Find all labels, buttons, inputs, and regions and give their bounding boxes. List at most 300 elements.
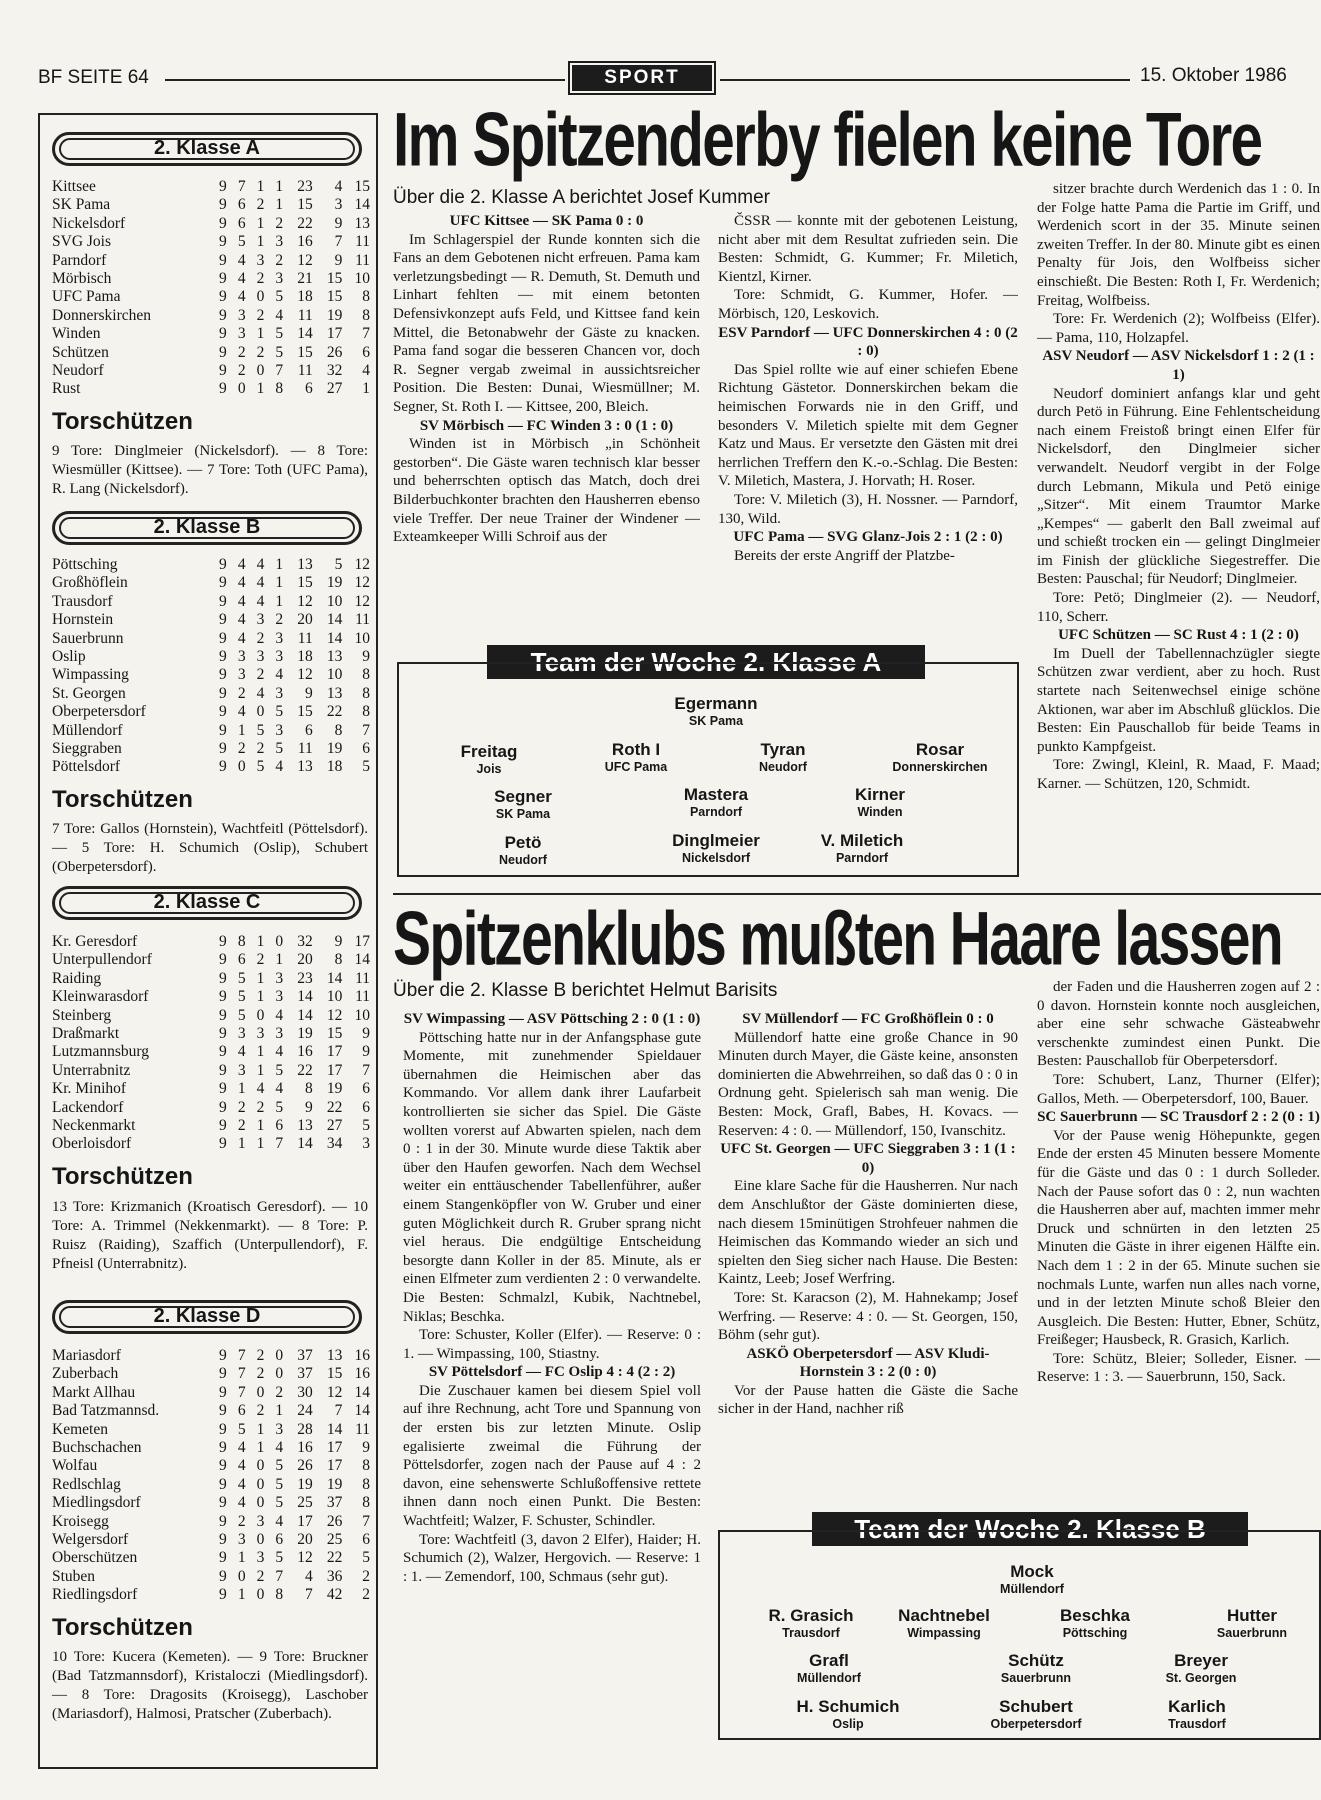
table-cell: 4 [256,574,265,592]
table-cell: 17 [326,1061,343,1079]
table-cell: 2 [256,1098,265,1116]
table-cell: 2 [256,196,265,214]
table-cell: 4 [237,1043,246,1061]
table-cell: 23 [297,969,313,987]
table-cell: 2 [256,951,265,969]
table-cell: 22 [297,214,313,232]
table-cell: 9 [219,1494,227,1512]
table-cell: 8 [237,933,246,950]
table-cell: 9 [362,1043,370,1061]
table-cell: 2 [275,251,284,269]
table-cell: 22 [326,703,343,721]
team-player [1005,1606,1185,1641]
player-name: Roth I [611,740,661,759]
table-cell: 4 [237,288,246,306]
table-cell: 0 [256,1586,265,1604]
table-cell: 9 [334,214,343,232]
player-club: Parndorf [835,851,889,865]
table-cell: 2 [237,684,246,702]
table-cell: 4 [275,1080,284,1098]
table-cell: 6 [237,1402,246,1420]
team-player [693,740,873,775]
table-cell: 8 [275,380,284,398]
team-player [433,787,613,822]
table-cell: 11 [355,233,370,251]
table-cell: 17 [354,933,370,950]
table-cell: 17 [326,1457,343,1475]
table-cell: 5 [237,969,246,987]
table-cell: 17 [297,1512,313,1530]
table-cell: 12 [297,1549,313,1567]
match-heading: UFC St. Georgen — UFC Sieggraben 3 : 1 (1 : 0) [720,1141,1016,1176]
table-cell: 2 [256,1365,265,1383]
table-cell: 4 [275,1512,284,1530]
table-cell: 28 [297,1420,313,1438]
paragraph: Tore: Schmidt, G. Kummer, Hofer. — Mörbisch, 120, Leskovich. [718,287,1018,322]
team-name: Kemeten [52,1420,108,1438]
table-cell: 14 [297,1006,313,1024]
paragraph: Tore: Zwingl, Kleinl, R. Maad, F. Maad; Karner. — Schützen, 120, Schmidt. [1037,757,1320,792]
table-cell: 12 [354,574,370,592]
table-cell: 14 [297,988,313,1006]
table-cell: 19 [297,1025,313,1043]
table-cell: 2 [237,740,246,758]
table-cell: 12 [297,666,313,684]
team-name: Zuberbach [52,1365,119,1383]
table-cell: 20 [297,1531,313,1549]
player-club: Parndorf [689,805,743,819]
table-cell: 3 [275,969,284,987]
table-cell: 9 [219,574,227,592]
player-club: Nickelsdorf [681,851,751,865]
team-name: Kittsee [52,178,96,195]
table-row [52,1365,370,1383]
article2-column-1 [403,1010,701,1790]
table-cell: 1 [256,1061,265,1079]
table-cell: 8 [334,951,343,969]
table-row [52,215,370,233]
table-row [52,574,370,592]
table-cell: 21 [297,270,313,288]
table-row [52,233,370,251]
table-cell: 14 [297,325,313,343]
table-cell: 10 [354,1006,370,1024]
player-club: Neudorf [759,760,807,774]
table-cell: 0 [256,1006,265,1024]
table-cell: 4 [237,1475,246,1493]
team-name: Draßmarkt [52,1025,120,1043]
table-row [52,270,370,288]
table-cell: 1 [256,214,265,232]
paragraph: Neudorf dominiert anfangs klar und geht durch Petö in Führung. Eine Fehlentscheidung nach einem Freistoß bringt einen Elfer für Nickelsdorf, den Dinglmeier sicher verwandelt. Neudorf vergibt in der Folge durch Lebmann, Mikula und Petö einige „Sitzer“. Mit einem Traumtor Marke „Kempes“ — gaberlt den Ball zweimal auf und schießt trocken ein — gelingt Dinglmeier im Finish der glückliche Siegestreffer. Die Besten: Pauschal; für Neudorf; Dinglmeier. [1037,385,1320,588]
table-cell: 11 [297,306,313,324]
player-club: Müllendorf [797,1671,861,1685]
table-cell: 8 [362,666,370,684]
header-rule-right [720,79,1130,81]
table-cell: 15 [326,270,343,288]
table-cell: 8 [304,1080,313,1098]
table-cell: 19 [297,1475,313,1493]
player-name: Karlich [1168,1697,1226,1716]
team-name: Lutzmannsburg [52,1043,150,1061]
table-cell: 10 [326,592,343,610]
table-cell: 0 [256,703,265,721]
table-cell: 7 [334,233,343,251]
paragraph: Winden ist in Mörbisch „in Schönheit gestorben“. Die Gäste waren technisch klar besser und beherrschten optisch das Match, doch drei Bilderbuchkonter brachten den Hausherren ebenso viele Treffer. Der neue Trainer der Windener — Exteamkeeper Willi Schroif aus der [393,436,700,546]
table-cell: 9 [219,1586,227,1604]
table-row [52,1457,370,1475]
team-name: Sieggraben [52,740,122,758]
table-cell: 2 [237,362,246,380]
table-cell: 15 [297,703,313,721]
article1-column-2 [718,212,1018,642]
table-cell: 6 [362,343,370,361]
table-cell: 9 [334,251,343,269]
player-name: Kirner [854,785,906,804]
article1-byline: Über die 2. Klasse A berichtet Josef Kummer [393,187,771,208]
table-cell: 14 [354,1402,370,1420]
table-cell: 8 [362,306,370,324]
team-name: Oslip [52,648,86,666]
league-title-c: 2. Klasse C [52,886,362,920]
paragraph: Vor der Pause wenig Höhepunkte, gegen Ende der ersten 45 Minuten bessere Momente für die Gäste und das 0 : 1 durch Solleder. Nach der Pause sofort das 0 : 2, nun wachten die Hausherren aber auf, machten immer mehr Druck und schnürten in den letzten 25 Minuten die Gäste in ihrer eigenen Hälfte ein. Nach dem 1 : 2 in der 65. Minute suchen sie nochmals Lunte, warfen nun alles nach vorne, und in der letzten Minute schoß Bleier den Ausgleich. Die Besten: Hutter, Ebner, Schütz, Freißeger; Hausbeck, R. Grasich, Karlich. [1037,1127,1320,1349]
table-cell: 9 [219,592,227,610]
team-name: Kroisegg [52,1512,109,1530]
page-label: BF SEITE 64 [38,67,149,88]
table-cell: 1 [275,196,284,214]
table-cell: 16 [297,1043,313,1061]
table-cell: 2 [362,1567,370,1585]
table-cell: 1 [275,556,284,573]
player-club: Neudorf [499,853,547,867]
player-name: Tyran [760,740,806,759]
player-club: St. Georgen [1165,1671,1237,1685]
paragraph: Tore: Schuster, Koller (Elfer). — Reserve: 0 : 1. — Wimpassing, 100, Stiastny. [403,1327,701,1362]
paragraph: Das Spiel rollte wie auf einer schiefen Ebene Richtung Gästetor. Donnerskirchen bekam die heimischen Forwards nie in den Griff, und besonders V. Miletich spielte mit dem Gegner Katz und Maus. Er versetzte den Gästen mit drei herrlichen Treffern den K.-o.-Schlag. Die Besten: V. Miletich, Mastera, J. Horvath; H. Roser. [718,361,1018,490]
table-row [52,1347,370,1365]
team-player [942,1562,1122,1597]
table-cell: 3 [256,251,265,269]
table-cell: 13 [326,684,343,702]
scorers-text-a: 9 Tore: Dinglmeier (Nickelsdorf). — 8 Tore: Wiesmüller (Kittsee). — 7 Tore: Toth (UFC Pama), R. Lang (Nickelsdorf). [52,443,368,497]
scorers-title-a: Torschützen [52,408,193,435]
table-cell: 6 [275,1531,284,1549]
team-name: Sauerbrunn [52,629,124,647]
table-cell: 3 [256,1512,265,1530]
table-cell: 0 [256,1494,265,1512]
table-row [52,951,370,969]
table-cell: 7 [362,721,370,739]
team-name: Mörbisch [52,270,112,288]
table-cell: 5 [275,1494,284,1512]
team-player [626,694,806,729]
team-name: Welgersdorf [52,1531,129,1549]
team-name: Trausdorf [52,592,113,610]
article2-column-2 [718,1010,1018,1500]
table-cell: 3 [237,1025,246,1043]
table-cell: 5 [275,343,284,361]
table-cell: 0 [275,1365,284,1383]
table-cell: 3 [275,270,284,288]
table-cell: 7 [362,1061,370,1079]
table-cell: 2 [275,611,284,629]
table-cell: 32 [297,933,313,950]
table-cell: 5 [237,988,246,1006]
table-cell: 9 [362,1025,370,1043]
table-cell: 13 [326,1347,343,1364]
table-cell: 11 [297,740,313,758]
section-label: SPORT [572,65,712,91]
table-cell: 4 [275,1006,284,1024]
team-name: Raiding [52,969,102,987]
table-cell: 8 [362,288,370,306]
table-cell: 5 [237,1006,246,1024]
table-cell: 4 [362,362,370,380]
table-cell: 9 [219,251,227,269]
table-cell: 6 [362,1098,370,1116]
match-heading: SV Mörbisch — FC Winden 3 : 0 (1 : 0) [419,417,674,434]
table-cell: 4 [275,758,284,776]
team-name: Schützen [52,343,109,361]
team-b-title: Team der Woche 2. Klasse B [812,1512,1248,1546]
table-cell: 3 [275,1025,284,1043]
table-cell: 4 [256,684,265,702]
table-cell: 3 [275,629,284,647]
match-heading: SV Wimpassing — ASV Pöttsching 2 : 0 (1 : 0) [403,1011,701,1027]
table-cell: 14 [297,1135,313,1153]
table-cell: 42 [326,1586,343,1604]
article1-column-1 [393,212,700,642]
table-cell: 4 [237,592,246,610]
team-name: Stuben [52,1567,96,1585]
table-cell: 22 [326,1098,343,1116]
table-cell: 9 [219,1061,227,1079]
table-row [52,178,370,196]
table-cell: 4 [256,592,265,610]
table-cell: 4 [275,666,284,684]
table-cell: 6 [362,1080,370,1098]
table-cell: 8 [362,1494,370,1512]
table-row [52,1586,370,1604]
team-name: Wolfau [52,1457,98,1475]
team-name: Bad Tatzmannsd. [52,1402,160,1420]
table-cell: 2 [237,1117,246,1135]
table-cell: 1 [256,1439,265,1457]
team-name: Donnerskirchen [52,306,151,324]
table-cell: 12 [326,1006,343,1024]
table-cell: 11 [355,988,370,1006]
table-cell: 11 [297,362,313,380]
team-player [739,1651,919,1686]
player-name: V. Miletich [820,831,904,850]
table-row [52,1549,370,1567]
table-cell: 3 [256,1549,265,1567]
table-cell: 4 [304,1567,313,1585]
table-row [52,1513,370,1531]
table-cell: 9 [219,721,227,739]
table-cell: 1 [237,721,246,739]
table-cell: 5 [275,1061,284,1079]
article1-headline: Im Spitzenderby fielen keine Tore [393,97,1262,183]
article2-byline: Über die 2. Klasse B berichtet Helmut Barisits [393,980,778,1001]
team-player [626,785,806,820]
table-cell: 37 [297,1365,313,1383]
table-cell: 1 [275,592,284,610]
table-cell: 5 [275,288,284,306]
table-cell: 7 [237,1347,246,1364]
table-cell: 1 [275,951,284,969]
table-cell: 4 [237,556,246,573]
player-name: Schubert [999,1697,1073,1716]
table-cell: 5 [237,1420,246,1438]
table-cell: 0 [256,1457,265,1475]
table-cell: 9 [219,648,227,666]
table-cell: 12 [354,592,370,610]
player-name: Grafl [809,1651,849,1670]
team-name: Kr. Minihof [52,1080,127,1098]
table-row [52,288,370,306]
table-cell: 1 [275,178,284,195]
player-name: Mock [1010,1562,1054,1581]
team-name: Markt Allhau [52,1383,136,1401]
table-cell: 0 [256,288,265,306]
table-cell: 9 [219,1098,227,1116]
table-cell: 9 [219,1365,227,1383]
table-cell: 3 [237,1061,246,1079]
table-cell: 19 [326,306,343,324]
table-cell: 11 [355,969,370,987]
table-cell: 24 [297,1402,313,1420]
table-cell: 13 [297,556,313,573]
team-name: Unterrabnitz [52,1061,131,1079]
table-cell: 9 [219,1512,227,1530]
table-cell: 2 [256,740,265,758]
team-name: Unterpullendorf [52,951,152,969]
team-player [946,1697,1126,1732]
table-cell: 2 [237,343,246,361]
table-cell: 1 [256,1043,265,1061]
table-cell: 4 [275,306,284,324]
table-cell: 2 [256,1402,265,1420]
paragraph: ČSSR — konnte mit der gebotenen Leistung, nicht aber mit dem Resultat zufrieden sein. Die Besten: Schmidt, G. Kummer; Fr. Miletich, Kientzl, Kirner. [718,213,1018,285]
table-cell: 9 [219,758,227,776]
player-name: Dinglmeier [672,831,760,850]
paragraph: Tore: Fr. Werdenich (2); Wolfbeiss (Elfer). — Pama, 110, Holzapfel. [1037,311,1320,346]
table-cell: 1 [237,1135,246,1153]
team-name: Wimpassing [52,666,129,684]
table-cell: 16 [354,1347,370,1364]
table-row [52,611,370,629]
table-row [52,362,370,380]
article2-column-3 [1037,978,1320,1488]
table-cell: 9 [219,343,227,361]
league-title-b: 2. Klasse B [52,511,362,545]
table-row [52,666,370,684]
table-row [52,556,370,574]
team-name: Kleinwarasdorf [52,988,149,1006]
table-cell: 3 [275,648,284,666]
table-cell: 4 [237,611,246,629]
table-cell: 15 [297,343,313,361]
table-cell: 17 [326,325,343,343]
table-cell: 9 [219,1439,227,1457]
table-cell: 4 [256,556,265,573]
table-cell: 12 [326,1383,343,1401]
table-cell: 1 [256,1117,265,1135]
table-cell: 0 [256,1531,265,1549]
table-cell: 5 [256,758,265,776]
table-cell: 7 [334,1402,343,1420]
player-name: Breyer [1174,1651,1228,1670]
table-cell: 0 [275,1347,284,1364]
player-club: Trausdorf [782,1626,840,1640]
table-cell: 15 [297,574,313,592]
team-player [1111,1651,1291,1686]
table-cell: 8 [362,1457,370,1475]
paragraph: Tore: V. Miletich (3), H. Nossner. — Parndorf, 130, Wild. [718,491,1018,527]
team-name: Großhöflein [52,574,128,592]
table-cell: 9 [219,178,227,195]
table-row [52,1421,370,1439]
table-cell: 1 [256,969,265,987]
scorers-text-c: 13 Tore: Krizmanich (Kroatisch Geresdorf). — 10 Tore: A. Trimmel (Nekkenmarkt). — 8 Tore: P. Ruisz (Raiding), Szaffich (Unterpullendorf), F. Pfneisl (Unterrabnitz). [52,1199,368,1272]
table-cell: 4 [237,270,246,288]
table-cell: 9 [304,1098,313,1116]
table-cell: 6 [362,1531,370,1549]
table-cell: 9 [219,1475,227,1493]
table-cell: 9 [219,988,227,1006]
table-cell: 1 [256,988,265,1006]
table-row [52,1439,370,1457]
table-cell: 9 [219,1117,227,1135]
team-player [1162,1606,1321,1641]
table-cell: 8 [362,703,370,721]
team-name: Buchschachen [52,1439,142,1457]
table-cell: 25 [297,1494,313,1512]
team-name: UFC Pama [52,288,121,306]
team-name: Pöttelsdorf [52,758,121,776]
table-cell: 30 [297,1383,313,1401]
table-cell: 4 [237,574,246,592]
table-cell: 37 [297,1347,313,1364]
match-heading: ESV Parndorf — UFC Donnerskirchen 4 : 0 (2 : 0) [718,324,1018,360]
league-table-a [52,178,370,399]
match-heading: SV Müllendorf — FC Großhöflein 0 : 0 [742,1011,994,1027]
table-cell: 9 [219,1383,227,1401]
player-club: Müllendorf [1000,1582,1064,1596]
table-cell: 6 [275,1117,284,1135]
player-club: Trausdorf [1168,1717,1226,1731]
table-cell: 5 [362,1549,370,1567]
table-row [52,722,370,740]
table-cell: 32 [326,362,343,380]
table-cell: 1 [256,233,265,251]
match-heading: UFC Pama — SVG Glanz-Jois 2 : 1 (2 : 0) [733,529,1003,546]
player-club: SK Pama [688,714,744,728]
table-cell: 5 [275,1457,284,1475]
table-cell: 18 [297,648,313,666]
match-heading: SV Pöttelsdorf — FC Oslip 4 : 4 (2 : 2) [428,1364,676,1381]
table-cell: 12 [297,251,313,269]
table-row [52,593,370,611]
team-player [946,1651,1126,1686]
table-cell: 4 [237,703,246,721]
league-table-c [52,933,370,1154]
player-club: Wimpassing [907,1626,981,1640]
table-cell: 7 [275,362,284,380]
table-cell: 6 [304,721,313,739]
table-cell: 9 [219,270,227,288]
